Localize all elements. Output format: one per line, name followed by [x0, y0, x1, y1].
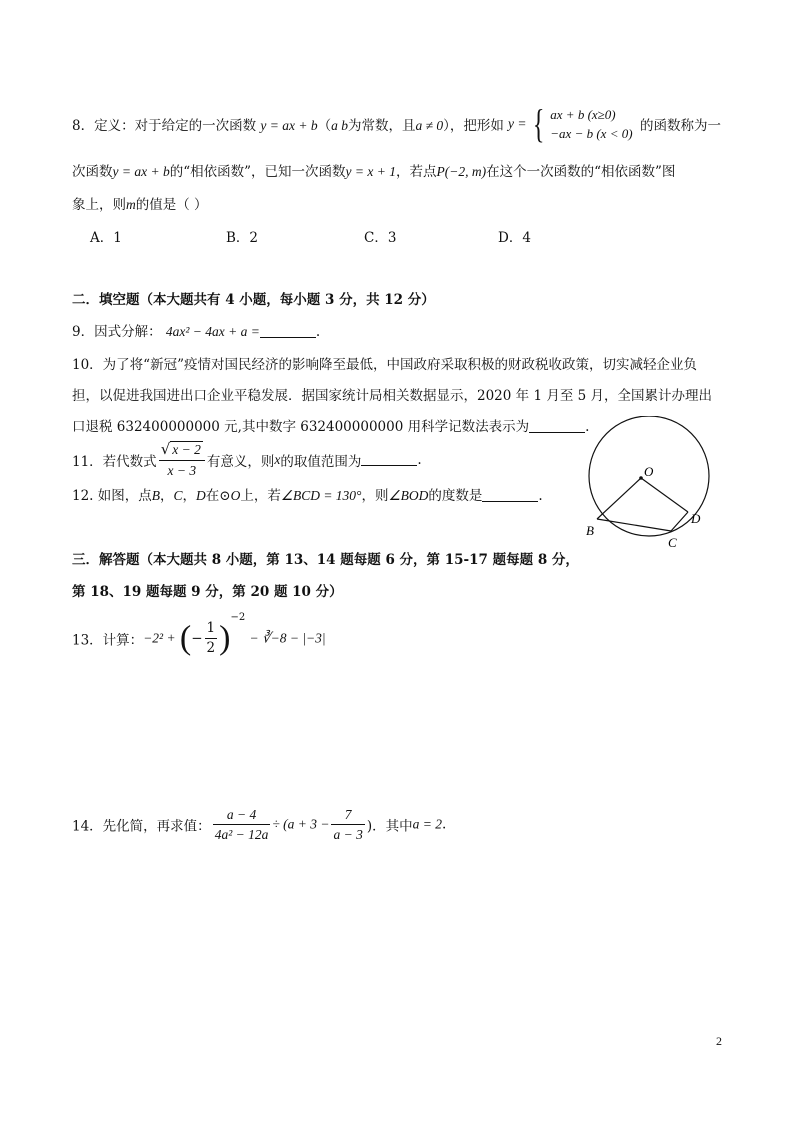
q13-frac-num: 1 [205, 620, 218, 639]
page-number: 2 [716, 1034, 722, 1048]
q8-case1: ax + b (x≥0) [550, 107, 616, 122]
label-c: C [668, 535, 677, 550]
q8-piecewise [508, 101, 633, 146]
q12-answer-blank[interactable] [482, 487, 538, 502]
label-b: B [586, 523, 594, 538]
q12-c: C [173, 488, 183, 503]
q13-label: 13．计算： [72, 632, 144, 649]
q12-text-b: 在⊙ [205, 488, 231, 504]
q10-line1: 10．为了将“新冠”疫情对国民经济的影响降至最低，中国政府采取积极的财政税收政策，切实减轻企业负 [72, 357, 697, 373]
center-dot [639, 476, 643, 480]
q12-d: D [196, 488, 206, 503]
q14-div: ÷ (a + 3 − [272, 816, 330, 832]
q14-close: )．其中 [366, 818, 413, 835]
segment-od [641, 478, 688, 512]
q10-end: . [585, 419, 590, 435]
circle-figure [574, 416, 724, 556]
q12-o: O [230, 488, 241, 503]
q11-x: x [274, 452, 281, 467]
q9-expr: 4ax² − 4ax + a = [165, 324, 260, 339]
q8-func: y = ax + b [260, 118, 318, 133]
q12-text-e: 的度数是 [428, 488, 483, 504]
segment-ob [597, 478, 641, 519]
q9-end: . [315, 324, 321, 340]
label-o: O [644, 464, 654, 479]
q8-case2: −ax − b (x < 0) [550, 126, 633, 141]
q13-frac-den: 2 [206, 640, 216, 656]
q12 [72, 486, 543, 506]
q13-minus: − [191, 630, 203, 647]
q8-text-d: ），把形如 [443, 118, 504, 134]
q12-angle2: ∠BOD [388, 488, 429, 503]
label-d: D [691, 511, 701, 526]
q12-text-a: 12. 如图，点 [72, 488, 152, 504]
q14 [72, 806, 446, 843]
q11-fraction: $\frac{√ x - 2}{x - 3}$ [159, 441, 205, 479]
section3-title-line1: 三．解答题（本大题共 8 小题，第 13、14 题每题 6 分，第 15-17 题每题 8 分， [72, 552, 579, 568]
q8-line2-b: 的“相依函数”，已知一次函数 [169, 164, 346, 180]
q8-line3-b: 的值是（ ） [135, 197, 208, 213]
q8-line3 [72, 195, 208, 215]
q8-cond: a ≠ 0 [415, 118, 444, 133]
q8-line2 [72, 162, 675, 182]
q8-brace: { [532, 101, 545, 146]
q13-fraction [205, 620, 218, 657]
q11 [72, 441, 422, 479]
q11-denominator: x − 3 [167, 463, 197, 478]
q11-label: 11．若代数式 [72, 454, 157, 470]
q11-answer-blank[interactable] [361, 451, 417, 466]
q14-f1-den: 4a² − 12a [214, 827, 269, 842]
q14-fraction1 [213, 806, 271, 843]
q11-numerator: x − 2 [172, 442, 201, 457]
q8-line2-point: P(−2, m) [436, 164, 487, 179]
q9-answer-blank[interactable] [260, 323, 316, 338]
q8-option-a: A．1 [90, 230, 122, 246]
q13-part1: −2² + [143, 630, 176, 646]
q14-cond: a = 2 [412, 816, 443, 832]
q8-line2-func2: y = x + 1 [345, 164, 396, 179]
q8-line1 [72, 116, 504, 136]
q12-text-d: ，则 [361, 488, 389, 504]
q13-paren-open: ( [179, 619, 192, 657]
q11-text2: 的取值范围为 [280, 454, 362, 470]
q14-f1-num: a − 4 [213, 806, 271, 825]
q11-end: . [417, 452, 422, 468]
q12-sep1: ， [160, 488, 174, 504]
q8-text-a: 定义：对于给定的一次函数 [94, 118, 257, 134]
q14-fraction2 [331, 806, 364, 843]
q8-number: 8． [72, 118, 95, 134]
q14-f2-num: 7 [331, 806, 364, 825]
q9-label: 9．因式分解： [72, 324, 162, 340]
q10-line2: 担，以促进我国进出口企业平稳发展．据国家统计局相关数据显示，2020 年 1 月至 5 月，全国累计办理出 [72, 388, 712, 404]
q9 [72, 322, 320, 342]
q8-option-d: D．4 [498, 230, 531, 246]
q8-text-b: （ [317, 118, 332, 134]
q10-line3 [72, 417, 589, 437]
q8-line3-a: 象上，则 [72, 197, 126, 213]
q14-label: 14．先化简，再求值： [72, 818, 211, 835]
q14-f2-den: a − 3 [333, 827, 363, 842]
q12-text-c: 上，若 [240, 488, 281, 504]
q8-text-e: 的函数称为一 [640, 118, 721, 134]
q8-line2-func: y = ax + b [112, 164, 170, 179]
segment-bc [597, 519, 671, 531]
q12-b: B [151, 488, 161, 503]
q13-part2: − ∛−8 − |−3| [249, 630, 326, 646]
q8-text-c: 为常数，且 [347, 118, 416, 134]
q8-line2-c: ，若点 [396, 164, 437, 180]
section3-title-line2: 第 18、19 题每题 9 分，第 20 题 10 分） [72, 584, 343, 600]
q8-y-eq: y = [508, 116, 527, 131]
q12-angle: ∠BCD = 130° [280, 488, 362, 503]
q8-line2-d: 在这个一次函数的“相依函数”图 [486, 164, 676, 180]
section2-title: 二．填空题（本大题共有 4 小题，每小题 3 分，共 12 分） [72, 292, 435, 308]
q12-sep2: ， [182, 488, 197, 504]
q13-paren-close: ) [219, 619, 231, 657]
q8-line3-m: m [126, 197, 136, 212]
q8-line2-a: 次函数 [72, 164, 113, 180]
q11-text: 有意义，则 [206, 454, 275, 470]
q8-ab: a b [331, 118, 348, 133]
q10-line3-text: 口退税 632400000000 元,其中数字 632400000000 用科学记数法表示为 [72, 419, 530, 435]
q8-option-c: C．3 [364, 230, 397, 246]
q8-option-b: B．2 [226, 230, 259, 246]
q8-cases [550, 105, 632, 143]
q14-end: . [442, 816, 447, 833]
q13 [72, 612, 326, 658]
q12-end: . [538, 488, 543, 504]
q13-exponent: −2 [230, 612, 246, 623]
